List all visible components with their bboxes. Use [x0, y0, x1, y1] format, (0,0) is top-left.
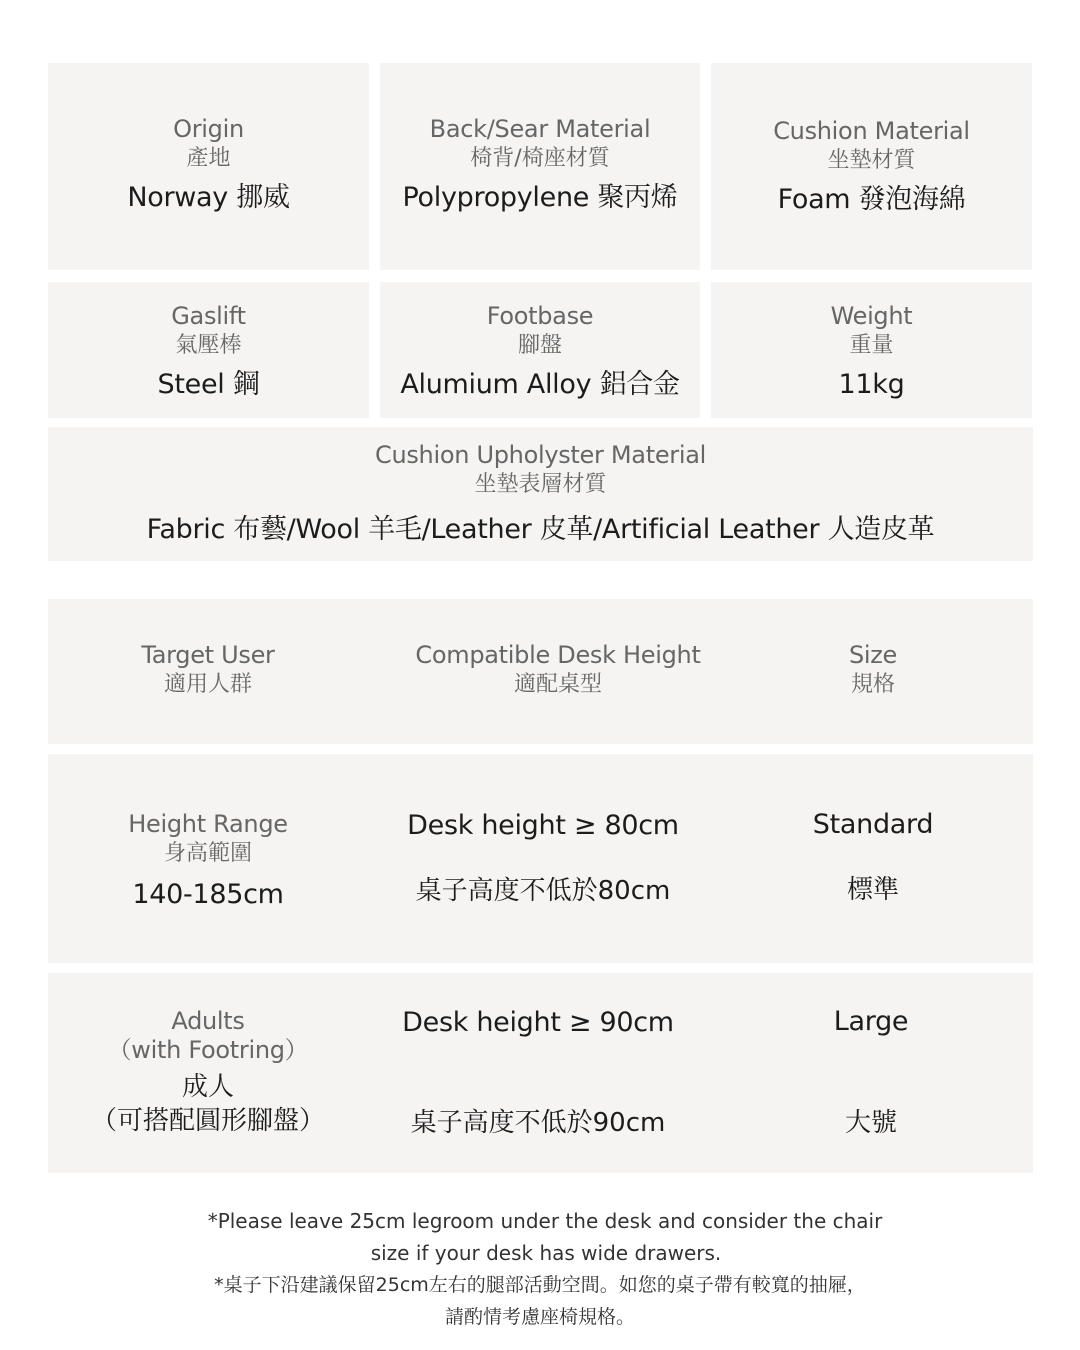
desk-height-zh: 桌子高度不低於80cm — [415, 876, 671, 906]
size-en: Large — [833, 1006, 909, 1037]
spec-value: 11kg — [838, 369, 905, 400]
spec-label-zh: 坐墊表層材質 — [474, 472, 607, 497]
table-row — [48, 754, 1033, 963]
size-zh: 標準 — [846, 875, 899, 905]
spec-label-zh: 坐墊材質 — [827, 148, 916, 173]
spec-value: Steel 鋼 — [157, 369, 260, 400]
spec-cell-upholstery — [48, 427, 1033, 561]
spec-cell-gaslift — [48, 282, 369, 418]
spec-label-zh: 產地 — [186, 146, 231, 171]
table-row — [48, 973, 1033, 1173]
spec-cell-back-material — [380, 63, 700, 270]
header-size — [773, 641, 973, 699]
desk-height-zh: 桌子高度不低於90cm — [410, 1108, 666, 1138]
user-label-en: Height Range — [128, 810, 288, 838]
spec-label-en: Footbase — [486, 302, 594, 330]
spec-label-zh: 椅背/椅座材質 — [470, 146, 610, 171]
row-desk-height — [378, 809, 708, 908]
spec-label-en: Back/Sear Material — [429, 115, 651, 143]
user-label-zh: 身高範圍 — [163, 841, 252, 866]
spec-label-en: Weight — [830, 302, 913, 330]
footnote-zh-line2: 請酌情考慮座椅規格。 — [444, 1306, 635, 1328]
spec-label-en: Origin — [173, 115, 244, 143]
footnote-en-line2: size if your desk has wide drawers. — [370, 1241, 722, 1265]
size-table-header — [48, 599, 1033, 744]
spec-value: Foam 發泡海綿 — [777, 184, 966, 215]
row-size — [771, 1005, 971, 1140]
size-zh: 大號 — [844, 1108, 897, 1138]
header-label-en: Compatible Desk Height — [415, 641, 701, 669]
spec-label-en: Cushion Upholyster Material — [374, 441, 707, 469]
spec-value: Fabric 布藝/Wool 羊毛/Leather 皮革/Artificial Leather 人造皮革 — [146, 514, 935, 545]
header-label-en: Size — [848, 641, 898, 669]
spec-value: Norway 挪威 — [127, 182, 290, 213]
spec-label-en: Gaslift — [171, 302, 246, 330]
spec-label-zh: 氣壓棒 — [175, 333, 242, 358]
spec-cell-weight — [711, 282, 1032, 418]
row-target-user — [88, 810, 328, 912]
header-desk-height — [398, 641, 718, 699]
spec-cell-cushion-material — [711, 63, 1032, 270]
desk-height-en: Desk height ≥ 80cm — [407, 810, 679, 841]
header-target-user — [108, 641, 308, 699]
header-label-zh: 規格 — [850, 672, 895, 697]
footnote-zh-line1: *桌子下沿建議保留25cm左右的腿部活動空間。如您的桌子帶有較寬的抽屜， — [214, 1274, 866, 1296]
spec-cell-origin — [48, 63, 369, 270]
header-label-zh: 適用人群 — [163, 672, 252, 697]
desk-height-en: Desk height ≥ 90cm — [402, 1007, 674, 1038]
header-label-zh: 適配桌型 — [513, 672, 602, 697]
spec-value: Alumium Alloy 鋁合金 — [400, 369, 680, 400]
user-value-zh: 成人 — [181, 1072, 234, 1102]
user-value: 140-185cm — [132, 879, 284, 910]
spec-value: Polypropylene 聚丙烯 — [402, 182, 678, 213]
row-desk-height — [373, 1006, 703, 1140]
row-size — [773, 808, 973, 907]
size-en: Standard — [812, 809, 934, 840]
header-label-en: Target User — [141, 641, 275, 669]
footnote-en-line1: *Please leave 25cm legroom under the desk and consider the chair — [207, 1209, 883, 1233]
spec-cell-footbase — [380, 282, 700, 418]
row-target-user — [78, 1007, 338, 1138]
user-label-en-note: （with Footring） — [107, 1036, 309, 1064]
user-label-en: Adults — [171, 1007, 245, 1035]
spec-label-zh: 重量 — [849, 333, 894, 358]
user-value-zh-note: （可搭配圓形腳盤） — [90, 1106, 325, 1136]
spec-label-zh: 腳盤 — [517, 333, 562, 358]
spec-label-en: Cushion Material — [773, 117, 970, 145]
